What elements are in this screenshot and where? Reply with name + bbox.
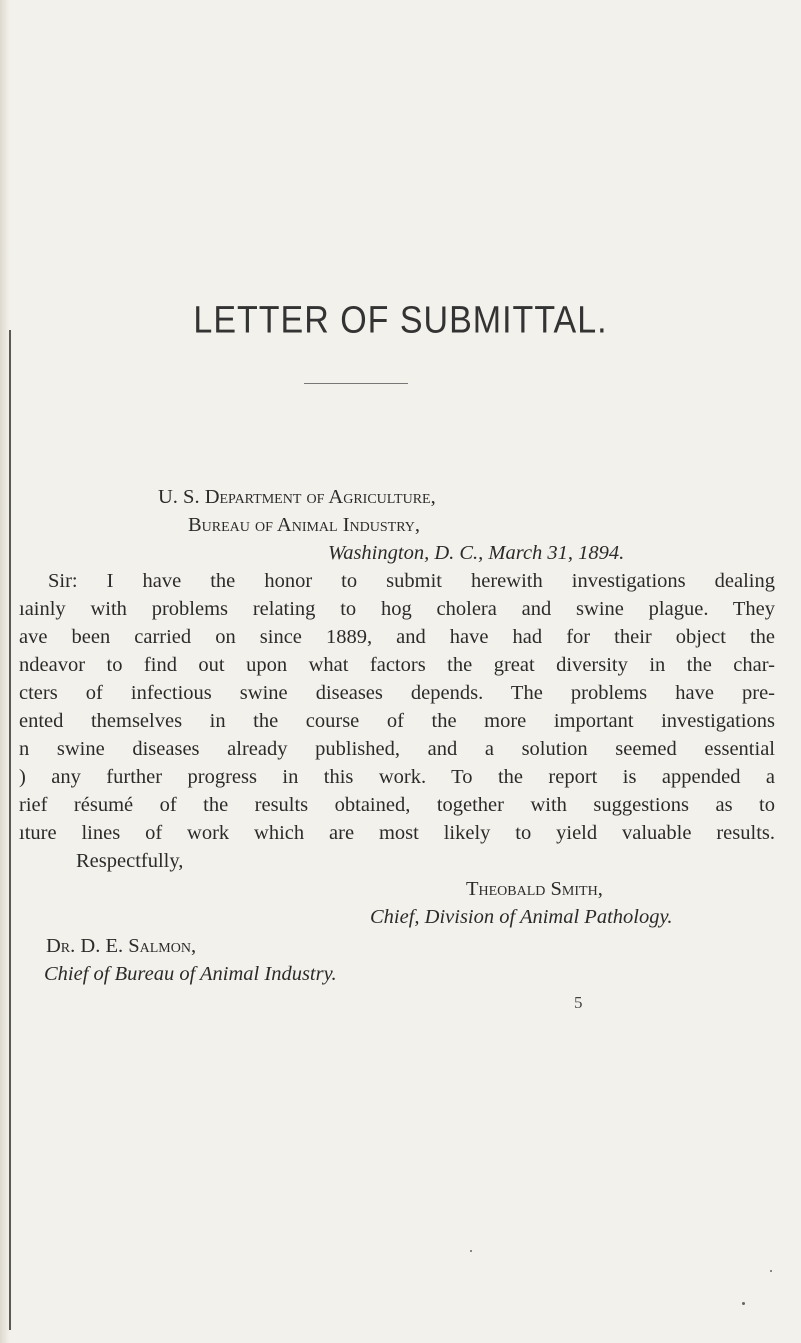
body-line: ented themselves in the course of the more important investigations (19, 710, 775, 732)
body-line: n swine diseases already published, and a solution seemed essential (19, 738, 775, 760)
body-line: rief résumé of the results obtained, together with suggestions as to (19, 794, 775, 816)
paper-speck (742, 1302, 745, 1305)
address-line-1: U. S. Department of Agriculture, (158, 486, 436, 508)
paper-speck (770, 1270, 772, 1272)
signature-name: Theobald Smith, (466, 878, 603, 900)
body-line: ıture lines of work which are most likely to yield valuable results. (19, 822, 775, 844)
signature-title: Chief, Division of Animal Pathology. (370, 906, 673, 928)
binding-edge-line (9, 330, 11, 1330)
page-title: LETTER OF SUBMITTAL. (193, 298, 608, 342)
page-number: 5 (574, 993, 583, 1012)
address-line-2: Bureau of Animal Industry, (188, 514, 421, 536)
body-line: Sir: I have the honor to submit herewith investigations dealing (48, 570, 775, 592)
body-line: cters of infectious swine diseases depends. The problems have pre- (19, 682, 775, 704)
title-divider (304, 383, 408, 384)
body-line: ndeavor to find out upon what factors the great diversity in the char- (19, 654, 775, 676)
recipient-name: Dr. D. E. Salmon, (46, 935, 197, 957)
address-line-3: Washington, D. C., March 31, 1894. (328, 542, 625, 564)
body-line: ave been carried on since 1889, and have had for their object the (19, 626, 775, 648)
closing: Respectfully, (76, 850, 184, 872)
body-line: ıainly with problems relating to hog cholera and swine plague. They (19, 598, 775, 620)
recipient-title: Chief of Bureau of Animal Industry. (44, 963, 337, 985)
body-line: ) any further progress in this work. To the report is appended a (19, 766, 775, 788)
paper-speck (470, 1250, 472, 1252)
